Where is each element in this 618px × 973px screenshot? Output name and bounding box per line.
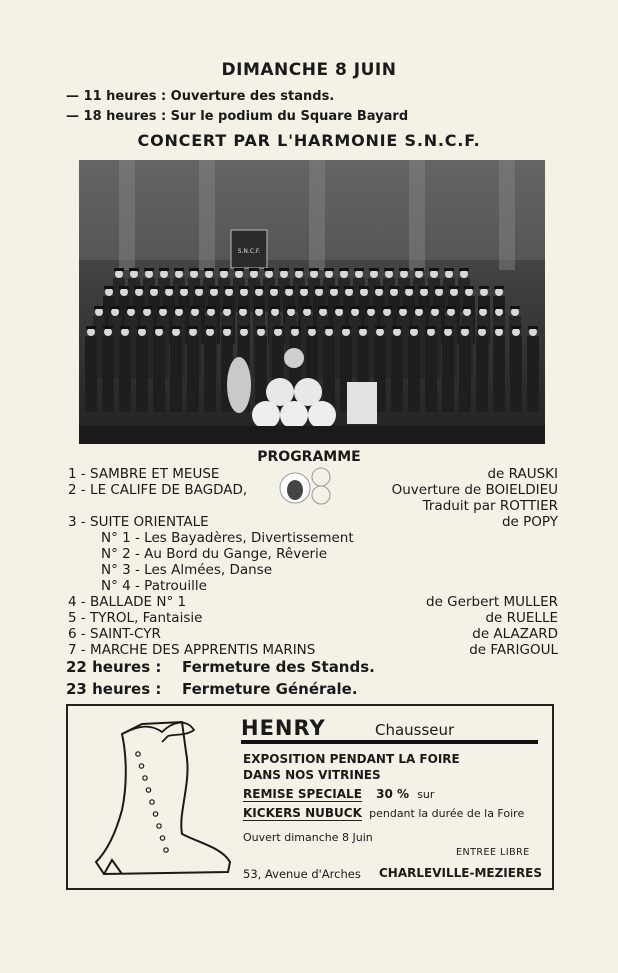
boot-illustration-icon [82,712,232,880]
musician [323,326,335,412]
column-5 [499,160,515,270]
boot-lace-hole [160,836,164,840]
lgjp-logo [277,466,341,506]
ad-line-1: EXPOSITION PENDANT LA FOIRE [243,752,460,766]
programme-item-7-composer: de FARIGOUL [469,642,558,658]
closing-general-text: Fermeture Générale. [182,680,358,698]
musician [493,326,505,412]
programme-item-2-translator: Traduit par ROTTIER [422,498,558,514]
column-2 [199,160,215,270]
boot-outline [96,722,230,874]
boot-lace-hole [153,812,157,816]
tuba [227,357,251,413]
drum-4 [280,401,308,429]
boot-lace-hole [164,848,168,852]
schedule-line-1: — 11 heures : Ouverture des stands. [66,89,335,104]
suite-part-4: N° 4 - Patrouille [101,578,207,594]
programme-item-5-title: 5 - TYROL, Fantaisie [68,610,203,626]
suite-part-3: N° 3 - Les Almées, Danse [101,562,273,578]
musician [408,326,420,412]
musician [170,326,182,412]
column-3 [309,160,325,270]
boot-lace-hole [143,776,147,780]
logo-circle-top [312,468,330,486]
musician [136,326,148,412]
musician [425,326,437,412]
closing-stands-text: Fermeture des Stands. [182,658,375,676]
ad-kickers-label: KICKERS NUBUCK [243,806,362,820]
ad-remise-label: REMISE SPECIALE [243,787,362,801]
ad-line-2: DANS NOS VITRINES [243,768,381,782]
stage-floor [79,426,545,444]
programme-item-2-title: 2 - LE CALIFE DE BAGDAD, [68,482,248,498]
ad-sur: sur [417,788,435,801]
musician [102,326,114,412]
musician [391,326,403,412]
ad-kickers [243,806,524,820]
boot-lace-hole [150,800,154,804]
programme-title: PROGRAMME [257,449,361,465]
logo-face-shape [287,480,303,500]
ad-remise [243,787,434,801]
musician [85,326,97,412]
ad-entry: ENTREE LIBRE [456,847,530,858]
programme-item-5-composer: de RUELLE [485,610,558,626]
band-banner-text: S.N.C.F. [237,248,261,255]
boot-lace-hole [157,824,161,828]
event-day-title: DIMANCHE 8 JUIN [221,60,397,80]
ad-city: CHARLEVILLE-MEZIERES [379,866,543,880]
schedule-line-2: — 18 heures : Sur le podium du Square Bayard [66,109,409,124]
programme-item-3-composer: de POPY [501,514,558,530]
musician [119,326,131,412]
band-photo [79,160,545,444]
drum-6 [284,348,304,368]
ad-divider [241,740,538,744]
drum-3 [252,401,280,429]
concert-heading: CONCERT PAR L'HARMONIE S.N.C.F. [137,131,481,150]
boot-lace-hole [136,752,140,756]
bass-drum-box [347,382,377,424]
musician [527,326,539,412]
closing-stands [66,658,375,676]
column-4 [409,160,425,270]
band-photo-svg [79,160,545,444]
suite-part-2: N° 2 - Au Bord du Gange, Rêverie [101,546,328,562]
musician [442,326,454,412]
ad-brand: HENRY [241,716,326,740]
programme-item-3-title: 3 - SUITE ORIENTALE [68,514,209,530]
programme-item-1-composer: de RAUSKI [487,466,558,482]
ad-percent: 30 % [376,787,409,801]
musician [187,326,199,412]
musician [204,326,216,412]
logo-circle-bottom [312,486,330,504]
programme-item-6-title: 6 - SAINT-CYR [68,626,161,642]
closing-general-time: 23 heures : [66,680,162,698]
suite-part-1: N° 1 - Les Bayadères, Divertissement [101,530,354,546]
ad-address: 53, Avenue d'Arches [243,867,361,881]
boot-heel [104,860,122,874]
programme-item-4-title: 4 - BALLADE N° 1 [68,594,187,610]
ad-open: Ouvert dimanche 8 Juin [243,831,373,844]
programme-item-2-composer: Ouverture de BOIELDIEU [391,482,558,498]
musician [476,326,488,412]
programme-item-4-composer: de Gerbert MULLER [426,594,558,610]
programme-item-7-title: 7 - MARCHE DES APPRENTIS MARINS [68,642,316,658]
column-1 [119,160,135,270]
drum-5 [308,401,336,429]
programme-item-6-composer: de ALAZARD [472,626,558,642]
ad-subtitle: Chausseur [375,721,455,739]
boot-laces [136,752,168,852]
boot-lace-hole [139,764,143,768]
musician [510,326,522,412]
musician [459,326,471,412]
closing-general [66,680,358,698]
ad-kickers-rest: pendant la durée de la Foire [369,807,525,820]
programme-item-1-title: 1 - SAMBRE ET MEUSE [68,466,220,482]
boot-lace-hole [146,788,150,792]
musician [255,326,267,412]
musician [153,326,165,412]
closing-stands-time: 22 heures : [66,658,162,676]
